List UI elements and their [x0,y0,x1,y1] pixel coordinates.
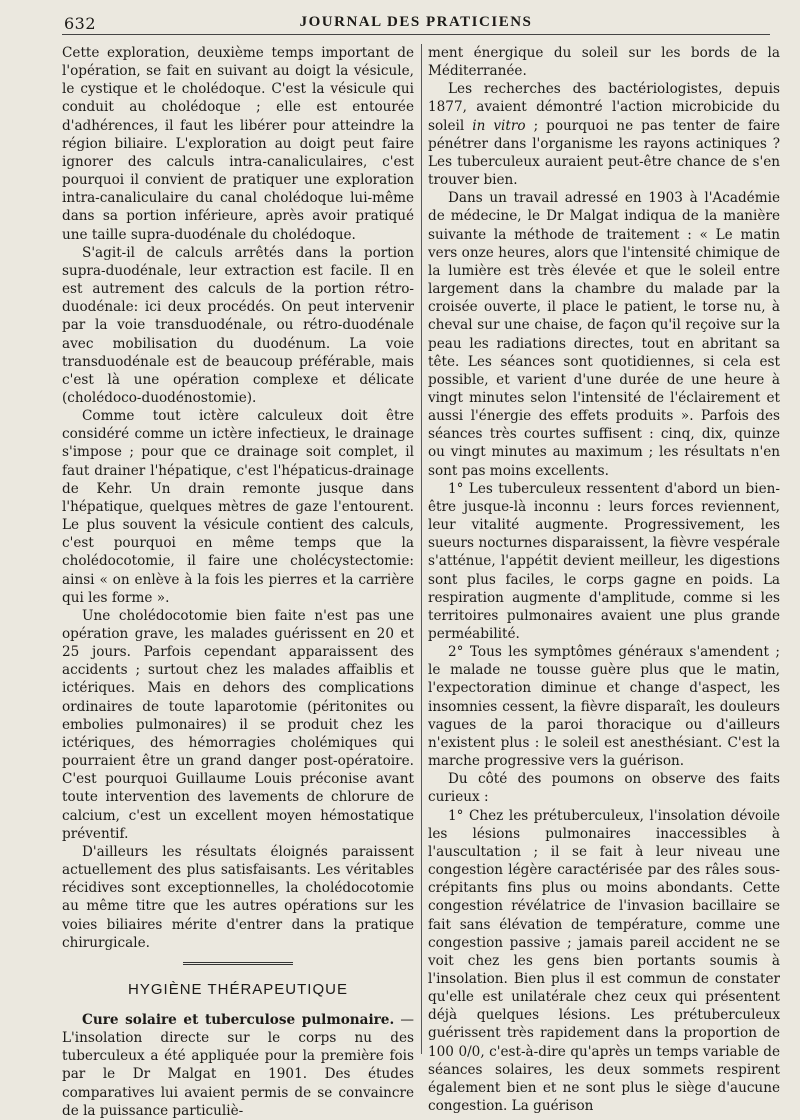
page-header [62,10,770,35]
paragraph: S'agit-il de calculs arrêtés dans la portion supra-duodénale, leur extraction est facile. Il en est autrement des calculs de la portion rétro-duodénale: ici deux procédés. On peut intervenir par la voie transduodénale, ou rétro-duodénale avec mobilisation du duodénum. La voie transduodénale est de beaucoup préférable, mais c'est là une opération complexe et délicate (cholédoco-duodénostomie). [62,244,414,406]
text-segment: ; pourquoi ne pas tenter de faire pénétrer dans l'organisme les rayons actiniques ? Les tuberculeux auraient peut-être chance de s'en trouver bien. [428,117,780,189]
paragraph: 1° Les tuberculeux ressentent d'abord un bien-être jusque-là inconnu : leurs forces reviennent, leur vitalité augmente. Progressivement, les sueurs nocturnes disparaissent, la fièvre vespérale s'atténue, l'appétit devient meilleur, les digestions sont plus faciles, le corps gagne en poids. La respiration augmente d'amplitude, comme si les territoires pulmonaires avaient une plus grande perméabilité. [428,480,780,642]
paragraph: D'ailleurs les résultats éloignés paraissent actuellement des plus satisfaisants. Les véritables récidives sont exceptionnelles, la cholédocotomie au même titre que les autres opérations sur les voies biliaires mérite d'entrer dans la pratique chirurgicale. [62,843,414,951]
paragraph: Du côté des poumons on observe des faits curieux : [428,771,780,806]
paragraph [428,80,780,189]
right-column [428,44,780,1115]
paragraph: 2° Tous les symptômes généraux s'amendent ; le malade ne tousse guère plus que le matin, l'expectoration diminue et change d'aspect, les insomnies cessent, la fièvre disparaît, les douleurs vagues de la paroi thoracique ou d'ailleurs n'existent plus : le soleil est anesthésiant. C'est la marche progressive vers la guérison. [428,644,780,770]
article-title-dash: — [394,1011,414,1028]
section-rule [183,962,293,967]
text-segment: Les recherches des bactériologistes, depuis 1877, avaient démontré l'action microbicide du soleil [428,81,780,134]
paragraph: Cette exploration, deuxième temps important de l'opération, se fait en suivant au doigt la vésicule, le cystique et le cholédoque. C'est la vésicule qui conduit au cholédoque ; elle est entourée d'adhérences, il faut les libérer pour atteindre la région biliaire. L'exploration au doigt peut faire ignorer des calculs intra-canaliculaires, c'est pourquoi il convient de pratiquer une exploration intra-canaliculaire du canal cholédoque lui-même dans sa portion inférieure, après avoir pratiqué une taille supra-duodénale du cholédoque. [62,45,414,243]
paragraph: Comme tout ictère calculeux doit être considéré comme un ictère infectieux, le drainage s'impose ; pour que ce drainage soit complet, il faut drainer l'hépatique, c'est l'hépaticus-drainage de Kehr. Un drain remonte jusque dans l'hépatique, quelques mètres de gaze l'entourent. Le plus souvent la vésicule contient des calculs, c'est pourquoi en même temps que la cholédocotomie, il faire une cholécystectomie: ainsi « on enlève à la fois les pierres et la carrière qui les forme ». [62,408,414,606]
left-column [62,44,414,1119]
article-title: Cure solaire et tuberculose pulmonaire. [82,1011,395,1028]
section-heading: HYGIÈNE THÉRAPEUTIQUE [128,980,348,998]
paragraph: Dans un travail adressé en 1903 à l'Académie de médecine, le Dr Malgat indiqua de la manière suivante la méthode de traitement : « Le matin vers onze heures, alors que l'intensité chimique de la lumière est très élevée et que le soleil entre largement dans la chambre du malade par la croisée ouverte, il place le patient, le torse nu, à cheval sur une chaise, de façon qu'il reçoive sur la peau les radiations directes, tout en abritant sa tête. Les séances sont quotidiennes, si cela est possible, et varient d'une durée de une heure à vingt minutes selon l'intensité de l'éclairement et aussi l'énergie des effets produits ». Parfois des séances très courtes suffisent : cinq, dix, quinze ou vingt minutes au maximum ; les résultats n'en sont pas moins excellents. [428,190,780,479]
article-lead: L'insolation directe sur le corps nu des tuberculeux a été appliquée pour la première fois par le Dr Malgat en 1901. Des études comparatives lui avaient permis de se convaincre de la puissance particuliè- [62,1030,414,1119]
paragraph: Une cholédocotomie bien faite n'est pas une opération grave, les malades guérissent en 20 et 25 jours. Parfois cependant apparaissent des accidents ; surtout chez les malades affaiblis et ictériques. Mais en dehors des complications ordinaires de toute laparotomie (péritonites ou embolies pulmonaires) il se produit chez les ictériques, des hémorragies cholémiques qui pourraient être un grand danger post-opératoire. C'est pourquoi Guillaume Louis préconise avant toute intervention des lavements de chlorure de calcium, c'est un excellent moyen hémostatique préventif. [62,607,414,842]
continuation-paragraph: ment énergique du soleil sur les bords de la Méditerranée. [428,45,780,80]
running-title: JOURNAL DES PRATICIENS [299,14,533,30]
article-lead-paragraph [62,1011,414,1120]
paragraph: 1° Chez les prétuberculeux, l'insolation dévoile les lésions pulmonaires inaccessibles à l'auscultation ; il se fait à leur niveau une congestion légère caractérisée par des râles sous-crépitants fins plus ou moins abondants. Cette congestion révélatrice de l'invasion bacillaire se fait sans élévation de température, comme une congestion passive ; jamais pareil accident ne se voit chez les gens bien portants soumis à l'insolation. Bien plus il est commun de constater qu'elle est unilatérale chez ceux qui présentent déjà quelques lésions. Les prétuberculeux guérissent très rapidement dans la proportion de 100 0/0, c'est-à-dire qu'après un temps variable de séances solaires, les deux sommets respirent également bien et ne sont plus le siège d'aucune congestion. La guérison [428,807,780,1115]
column-divider [421,44,422,1054]
page-number: 632 [64,14,97,33]
italic-term: in vitro [472,117,526,134]
